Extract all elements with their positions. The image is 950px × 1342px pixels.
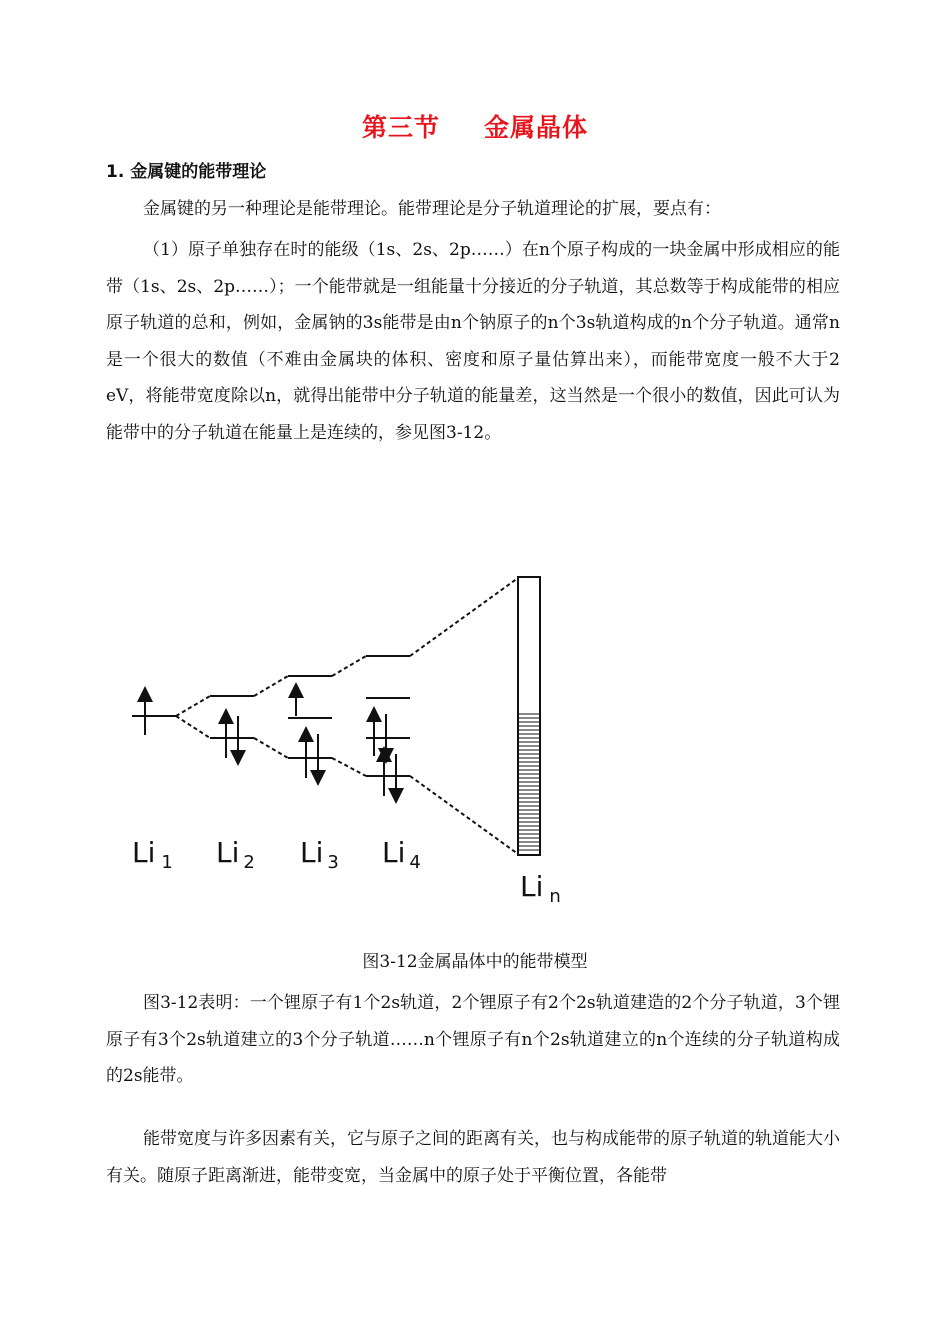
paragraph-point1: （1）原子单独存在时的能级（1s、2s、2p……）在n个原子构成的一块金属中形成相应的能带（1s、2s、2p……）；一个能带就是一组能量十分接近的分子轨道，其总数等于构成能带的相应原子轨道的总和，例如，金属钠的3s能带是由n个钠原子的n个3s轨道构成的n个分子轨道。通常n是一个很大的数值（不难由金属块的体积、密度和原子量估算出来），而能带宽度一般不大于2 eV，将能带宽度除以n，就得出能带中分子轨道的能量差，这当然是一个很小的数值，因此可认为能带中的分子轨道在能量上是连续的，参见图3-12。 (106, 240, 840, 443)
lin-band-filled-levels (518, 714, 540, 850)
title-section-number: 第三节 (361, 113, 440, 142)
band-model-diagram (120, 570, 560, 910)
label-lin: Li $_n$ (520, 870, 560, 907)
page-title (0, 108, 950, 144)
paragraph-intro: 金属键的另一种理论是能带理论。能带理论是分子轨道理论的扩展，要点有： (143, 199, 721, 219)
paragraph-band-width: 能带宽度与许多因素有关，它与原子之间的距离有关，也与构成能带的原子轨道的轨道能大小有关。随原子距离渐进，能带变宽，当金属中的原子处于平衡位置，各能带 (106, 1129, 840, 1186)
figure-caption: 图3-12金属晶体中的能带模型 (362, 952, 588, 972)
label-li3: Li $_3$ (300, 836, 339, 873)
section-heading: 1. 金属键的能带理论 (106, 162, 267, 182)
label-li1: Li $_1$ (132, 836, 173, 873)
label-li2: Li $_2$ (216, 836, 255, 873)
title-topic: 金属晶体 (484, 113, 589, 142)
connector-lines (176, 578, 518, 854)
lin-band-rect (518, 577, 540, 855)
band-model-figure (120, 570, 560, 910)
paragraph-figure-explanation: 图3-12表明：一个锂原子有1个2s轨道，2个锂原子有2个2s轨道建造的2个分子轨道，3个锂原子有3个2s轨道建立的3个分子轨道……n个锂原子有n个2s轨道建立的n个连续的分子轨道构成的2s能带。 (106, 993, 840, 1086)
label-li4: Li $_4$ (382, 836, 421, 873)
